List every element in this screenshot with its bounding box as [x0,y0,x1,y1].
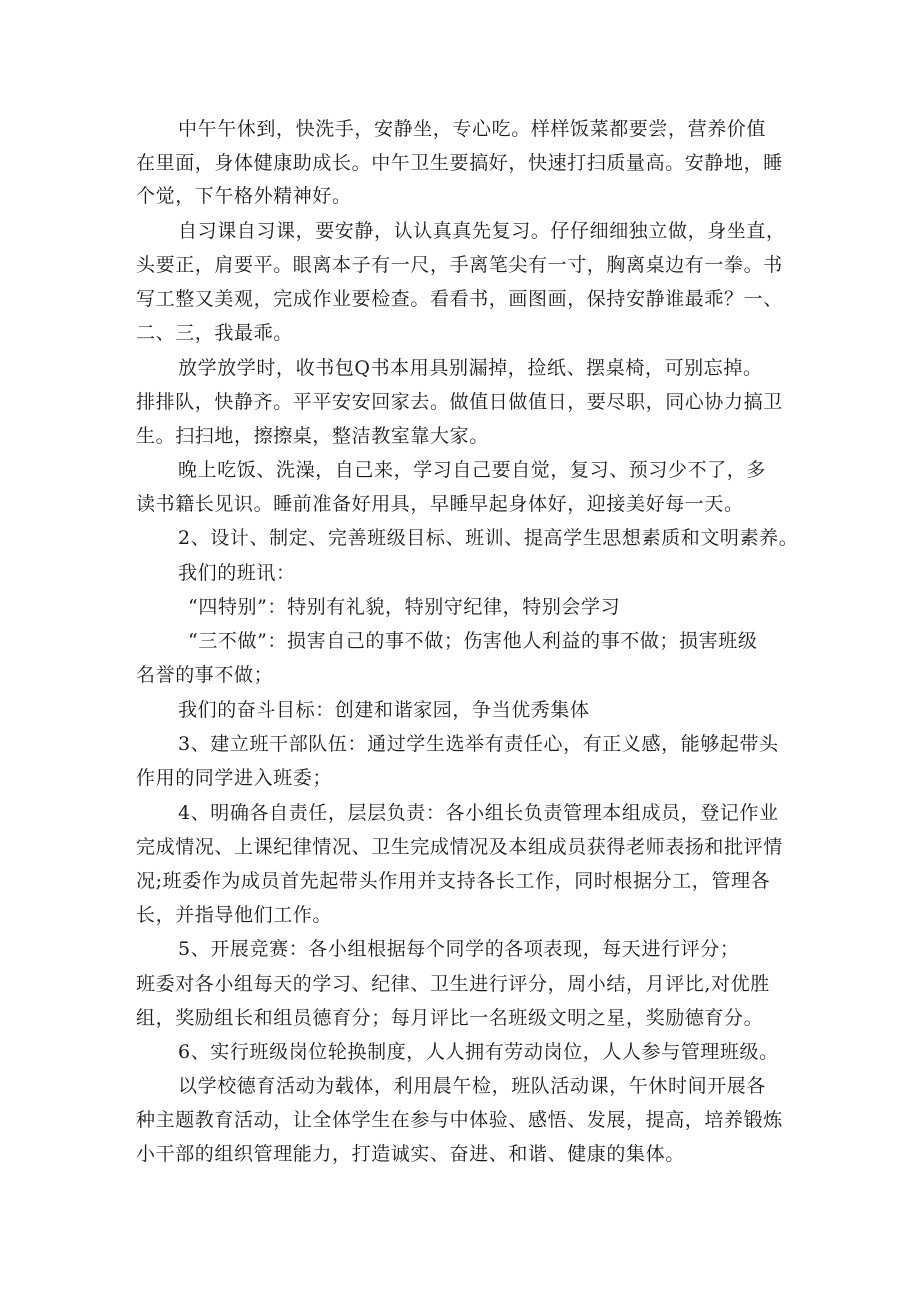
line-09: 排排队，快静齐。平平安安回家去。做值日做值日，要尽职，同心协力搞卫 [136,391,783,413]
line-11: 晚上吃饭、洗澡，自己来，学习自己要自觉，复习、预习少不了，多 [178,459,767,481]
line-30: 种主题教育活动，让全体学生在参与中体验、感悟、发展，提高，培养锻炼 [136,1109,783,1131]
line-16: “三不做”：损害自己的事不做；伤害他人利益的事不做；损害班级 [188,630,758,652]
line-02: 在里面，身体健康助成长。中午卫生要搞好，快速打扫质量高。安静地，睡 [136,152,783,174]
line-03: 个觉，下午格外精神好。 [136,185,352,207]
line-22: 完成情况、上课纪律情况、卫生完成情况及本组成员获得老师表扬和批评情 [136,836,783,858]
line-12: 读书籍长见识。睡前准备好用具，早睡早起身体好，迎接美好每一天。 [136,493,744,515]
line-27: 组，奖励组长和组员德育分；每月评比一名班级文明之星，奖励德育分。 [136,1007,764,1029]
line-07: 二、三，我最乖。 [136,322,293,344]
line-29: 以学校德育活动为载体，利用晨午检，班队活动课，午休时间开展各 [178,1075,767,1097]
line-23: 况;班委作为成员首先起带头作用并支持各长工作，同时根据分工，管理各 [136,870,771,892]
line-15: “四特别”：特别有礼貌，特别守纪律，特别会学习 [188,596,621,618]
line-10: 生。扫扫地，擦擦桌，整洁教室靠大家。 [136,425,489,447]
line-26: 班委对各小组每天的学习、纪律、卫生进行评分，周小结，月评比,对优胜 [136,973,770,995]
line-31: 小干部的组织管理能力，打造诚实、奋进、和谐、健康的集体。 [136,1143,685,1165]
line-24: 长，并指导他们工作。 [136,904,333,926]
line-01: 中午午休到，快洗手，安静坐，专心吃。样样饭菜都要尝，营养价值 [178,118,767,140]
line-18: 我们的奋斗目标：创建和谐家园，争当优秀集体 [178,699,590,721]
line-13: 2、设计、制定、完善班级目标、班训、提高学生思想素质和文明素养。 [178,527,799,549]
line-25: 5、开展竞赛：各小组根据每个同学的各项表现，每天进行评分； [178,938,740,960]
line-17: 名誉的事不做； [136,664,274,686]
line-19: 3、建立班干部队伍：通过学生选举有责任心，有正义感，能够起带头 [178,733,779,755]
line-06: 写工整又美观，完成作业要检查。看看书，画图画，保持安静谁最乖？一、 [136,288,783,310]
line-08: 放学放学时，收书包Q书本用具别漏掉，捡纸、摆桌椅，可别忘掉。 [178,357,763,379]
line-05: 头要正，肩要平。眼离本子有一尺，手离笔尖有一寸，胸离桌边有一拳。书 [136,254,783,276]
line-28: 6、实行班级岗位轮换制度，人人拥有劳动岗位，人人参与管理班级。 [178,1041,779,1063]
line-21: 4、明确各自责任，层层负责：各小组长负责管理本组成员，登记作业 [178,802,779,824]
line-20: 作用的同学进入班委； [136,767,333,789]
line-04: 自习课自习课，要安静，认认真真先复习。仔仔细细独立做，身坐直， [178,220,786,242]
line-14: 我们的班讯： [178,562,296,584]
